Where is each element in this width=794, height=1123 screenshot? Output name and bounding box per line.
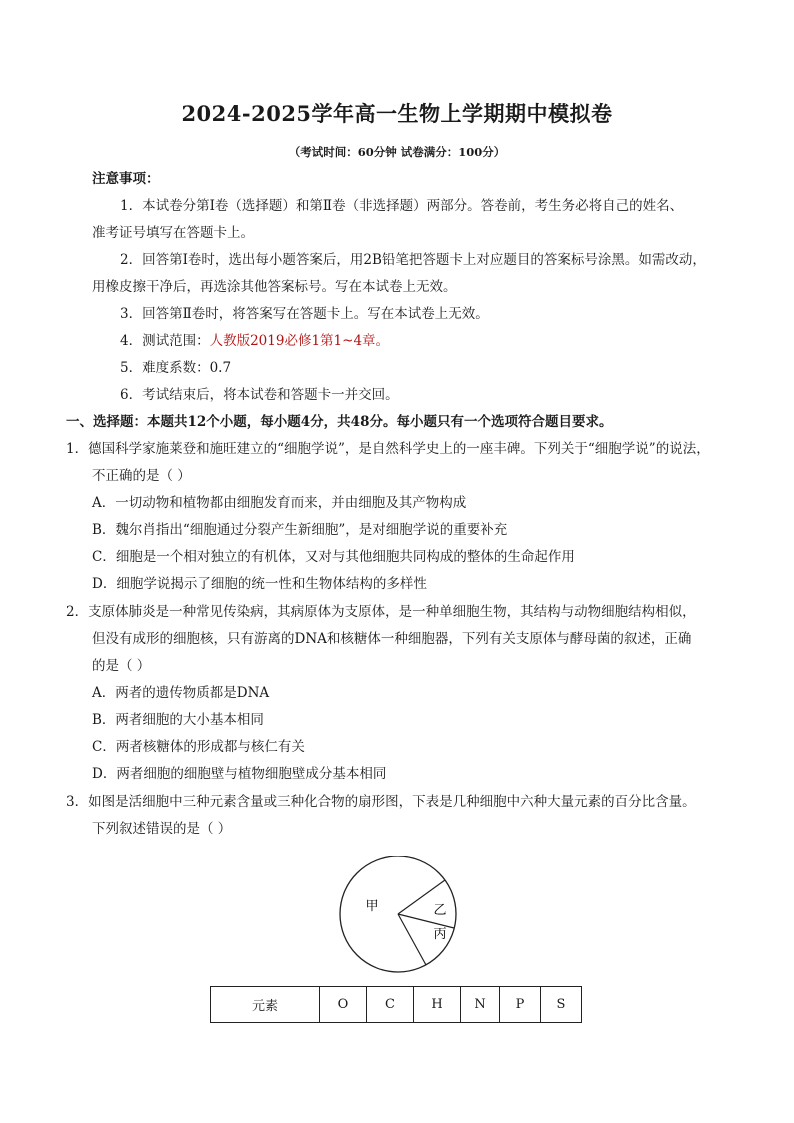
q3-pie-diagram	[334, 856, 464, 976]
exam-title: 2024-2025学年高一生物上学期期中模拟卷	[181, 101, 613, 126]
q3-stem-line-1: 3．如图是活细胞中三种元素含量或三种化合物的扇形图，下表是几种细胞中六种大量元素的百分比含量。	[66, 794, 696, 810]
q1-option-a: A．一切动物和植物都由细胞发育而来，并由细胞及其产物构成	[92, 495, 467, 511]
table-header-row	[211, 987, 582, 1023]
notice-item-4-label: 4．测试范围：	[120, 333, 210, 349]
pie-label-jia: 甲	[365, 899, 379, 914]
table-header-cell: O	[320, 987, 367, 1023]
q2-stem-line-3: 的是（ ）	[92, 658, 151, 674]
exam-subtitle: （考试时间：60分钟 试卷满分：100分）	[288, 145, 506, 159]
table-header-cell: N	[461, 987, 500, 1023]
q1-stem-line-2: 不正确的是（ ）	[92, 468, 191, 484]
table-header-cell: P	[500, 987, 541, 1023]
q1-option-c: C．细胞是一个相对独立的有机体，又对与其他细胞共同构成的整体的生命起作用	[92, 549, 575, 565]
pie-label-yi: 乙	[433, 903, 447, 918]
table-header-cell: 元素	[211, 987, 320, 1023]
element-table	[210, 986, 582, 1023]
q1-stem-line-1: 1．德国科学家施莱登和施旺建立的“细胞学说”，是自然科学史上的一座丰碑。下列关于“细胞学说”的说法，	[66, 441, 710, 457]
notice-item-5: 5．难度系数：0.7	[120, 360, 232, 376]
q1-option-b: B．魏尔肖指出“细胞通过分裂产生新细胞”，是对细胞学说的重要补充	[92, 522, 508, 538]
notice-item-3: 3．回答第Ⅱ卷时，将答案写在答题卡上。写在本试卷上无效。	[120, 306, 489, 322]
notice-item-4	[120, 332, 389, 350]
q3-stem-line-2: 下列叙述错误的是（ ）	[92, 821, 232, 837]
notice-item-2b: 用橡皮擦干净后，再选涂其他答案标号。写在本试卷上无效。	[92, 279, 457, 295]
section-heading: 一、选择题：本题共12个小题，每小题4分，共48分。每小题只有一个选项符合题目要求。	[66, 414, 613, 430]
notice-item-2a: 2．回答第Ⅰ卷时，选出每小题答案后，用2B铅笔把答题卡上对应题目的答案标号涂黑。如需改动，	[120, 252, 706, 268]
q2-stem-line-1: 2．支原体肺炎是一种常见传染病，其病原体为支原体，是一种单细胞生物，其结构与动物细胞结构相似，	[66, 604, 696, 620]
q2-stem-line-2: 但没有成形的细胞核，只有游离的DNA和核糖体一种细胞器，下列有关支原体与酵母菌的叙述，正确	[92, 631, 692, 647]
notice-item-4-value: 人教版2019必修1第1~4章。	[209, 333, 390, 349]
table-header-cell: H	[414, 987, 461, 1023]
q2-option-b: B．两者细胞的大小基本相同	[92, 712, 264, 728]
q2-option-d: D．两者细胞的细胞壁与植物细胞壁成分基本相同	[92, 766, 387, 782]
notice-heading: 注意事项：	[92, 171, 160, 187]
pie-label-bing: 丙	[433, 927, 447, 942]
table-header-cell: C	[367, 987, 414, 1023]
notice-item-1a: 1．本试卷分第Ⅰ卷（选择题）和第Ⅱ卷（非选择题）两部分。答卷前，考生务必将自己的姓名、	[120, 198, 684, 214]
q1-option-d: D．细胞学说揭示了细胞的统一性和生物体结构的多样性	[92, 576, 427, 592]
q2-option-a: A．两者的遗传物质都是DNA	[92, 685, 270, 701]
notice-item-6: 6．考试结束后，将本试卷和答题卡一并交回。	[120, 387, 399, 403]
q2-option-c: C．两者核糖体的形成都与核仁有关	[92, 739, 305, 755]
table-header-cell: S	[541, 987, 582, 1023]
notice-item-1b: 准考证号填写在答题卡上。	[92, 225, 254, 241]
